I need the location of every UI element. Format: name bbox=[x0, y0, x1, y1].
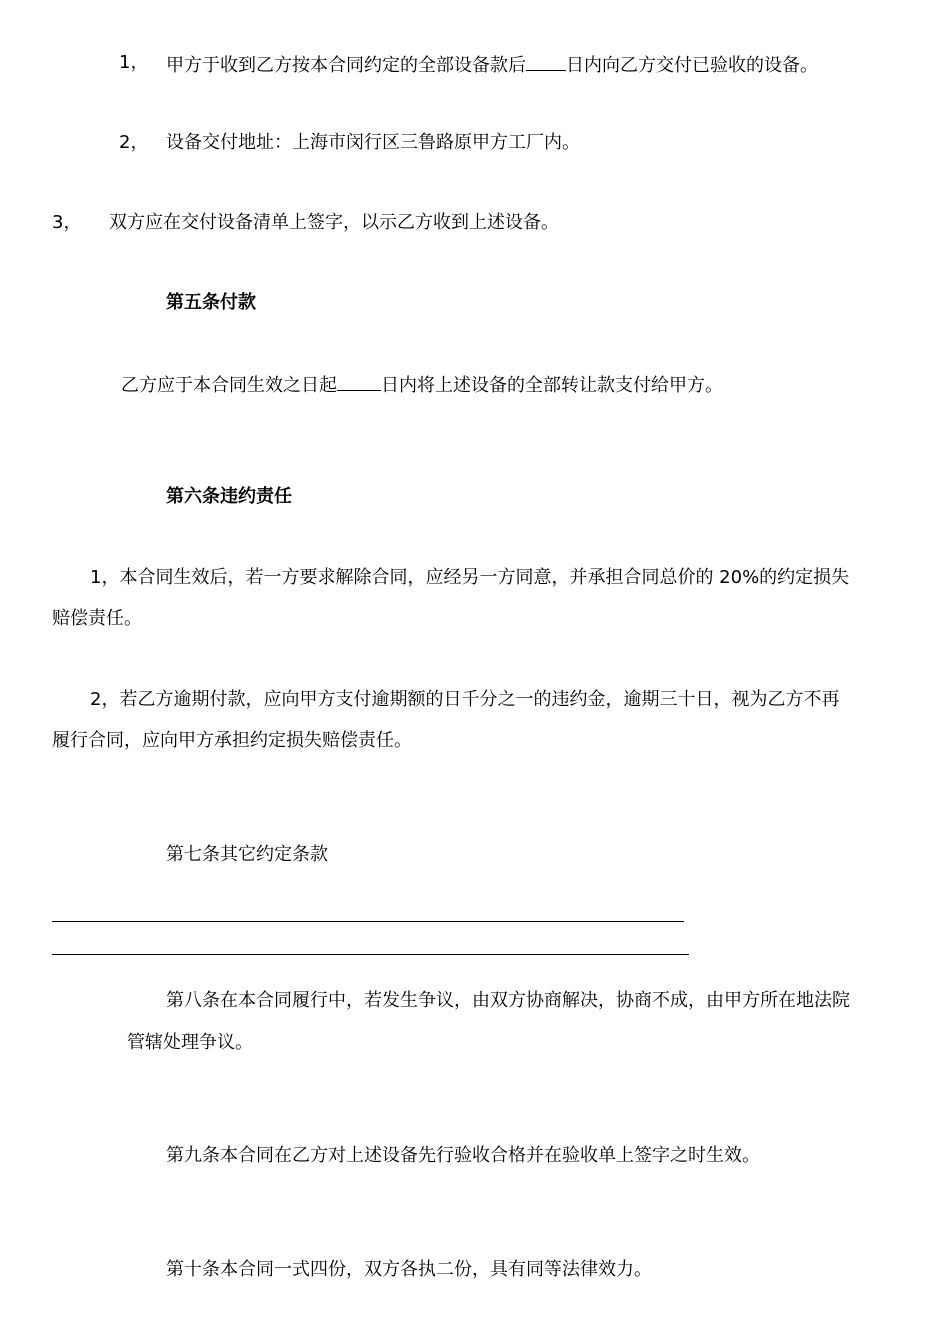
item-number: 2， bbox=[119, 132, 149, 153]
fill-in-line bbox=[52, 954, 689, 955]
article-5-text-after-blank: 日内将上述设备的全部转让款支付给甲方。 bbox=[381, 375, 723, 396]
article-6-clause-1-line-1: 1，本合同生效后，若一方要求解除合同，应经另一方同意，并承担合同总价的 20%的约定损失 bbox=[90, 567, 850, 588]
article-8-line-2: 管辖处理争议。 bbox=[127, 1032, 253, 1053]
article-5-heading: 第五条付款 bbox=[166, 292, 256, 313]
article-9-text: 第九条本合同在乙方对上述设备先行验收合格并在验收单上签字之时生效。 bbox=[166, 1145, 760, 1166]
article-7-heading: 第七条其它约定条款 bbox=[166, 844, 328, 865]
item-text: 设备交付地址：上海市闵行区三鲁路原甲方工厂内。 bbox=[166, 132, 580, 153]
article-6-clause-2-line-1: 2，若乙方逾期付款，应向甲方支付逾期额的日千分之一的违约金，逾期三十日，视为乙方不再 bbox=[90, 689, 840, 710]
article-8-line-1: 第八条在本合同履行中，若发生争议，由双方协商解决，协商不成，由甲方所在地法院 bbox=[166, 990, 850, 1011]
item-number: 3， bbox=[52, 212, 82, 233]
item-number: 1， bbox=[119, 52, 149, 73]
article-5-text-before-blank: 乙方应于本合同生效之日起 bbox=[121, 375, 337, 396]
fill-in-blank bbox=[526, 51, 566, 71]
item-text-before-blank: 甲方于收到乙方按本合同约定的全部设备款后 bbox=[166, 55, 526, 76]
item-text-after-blank: 日内向乙方交付已验收的设备。 bbox=[566, 55, 818, 76]
article-6-clause-2-line-2: 履行合同，应向甲方承担约定损失赔偿责任。 bbox=[52, 730, 412, 751]
article-6-clause-1-line-2: 赔偿责任。 bbox=[52, 608, 142, 629]
article-5-text bbox=[121, 371, 723, 398]
article-10-text: 第十条本合同一式四份，双方各执二份，具有同等法律效力。 bbox=[166, 1259, 652, 1280]
fill-in-blank bbox=[337, 371, 381, 391]
item-text: 双方应在交付设备清单上签字，以示乙方收到上述设备。 bbox=[109, 212, 559, 233]
fill-in-line bbox=[52, 921, 684, 922]
article-6-heading: 第六条违约责任 bbox=[166, 486, 292, 507]
item-text bbox=[166, 51, 818, 78]
